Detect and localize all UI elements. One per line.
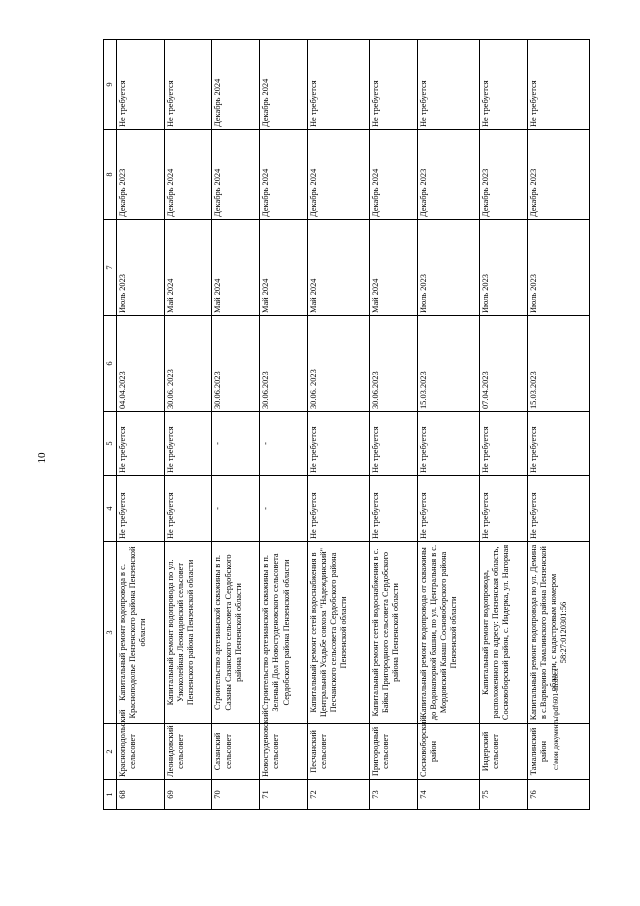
col-header-2: 2	[104, 724, 117, 780]
cell-col4: Не требуется	[307, 476, 369, 542]
cell-col9: Не требуется	[480, 40, 528, 130]
cell-date: 04.04.2023	[117, 316, 165, 412]
cell-end: Декабрь 2024	[212, 130, 260, 220]
cell-col5: Не требуется	[117, 412, 165, 476]
row-number: 68	[117, 780, 165, 810]
row-number: 73	[370, 780, 418, 810]
municipality: Сосновоборский район	[417, 724, 479, 780]
cell-col4: -	[212, 476, 260, 542]
work-description: Капитальный ремонт сетей водоснабжения в Центральной Усадьбе совхоза "Надеждинский" Песчанского сельсовета Сердобского района Пензенской области	[307, 542, 369, 724]
cell-date: 15.03.2023	[527, 316, 589, 412]
row-number: 76	[527, 780, 589, 810]
work-description: Капитальный ремонт водопровода по ул. Узкоколейная Леонидовский сельсовет Пензенского района Пензенской области	[164, 542, 212, 724]
cell-col5: -	[212, 412, 260, 476]
cell-col4: Не требуется	[117, 476, 165, 542]
cell-start: Май 2024	[164, 220, 212, 316]
col-header-4: 4	[104, 476, 117, 542]
work-description: Капитальный ремонт водопровода по ул. Демина в с.Варварино Тамалинского района Пензенской области, с кадастровым номером 58:27:0120301:56	[527, 542, 589, 724]
cell-end: Декабрь 2024	[260, 130, 308, 220]
footer-file-path: c:\мои документы\pdf\601-nn.docx	[552, 668, 560, 770]
table-row	[480, 40, 528, 810]
cell-date: 30.06. 2023	[164, 316, 212, 412]
works-table	[103, 39, 590, 810]
page-number: 10	[36, 452, 48, 464]
work-description: Строительство артезианской скважины в п. Сазаны Сазанского сельсовета Сердобского района Пензенской области	[212, 542, 260, 724]
municipality: Красноподольский сельсовет	[117, 724, 165, 780]
municipality: Песчанский сельсовет	[307, 724, 369, 780]
cell-col9: Не требуется	[117, 40, 165, 130]
work-description: Капитальный ремонт водопровода, расположенного по адресу: Пензенская область, Сосновоборский район, с. Индерка, ул. Нагорная	[480, 542, 528, 724]
table-row	[212, 40, 260, 810]
cell-end: Декабрь 2023	[417, 130, 479, 220]
col-header-1: 1	[104, 780, 117, 810]
cell-col5: -	[260, 412, 308, 476]
cell-col9: Не требуется	[164, 40, 212, 130]
table-row	[117, 40, 165, 810]
cell-start: Июль 2023	[480, 220, 528, 316]
cell-col5: Не требуется	[417, 412, 479, 476]
row-number: 74	[417, 780, 479, 810]
col-header-7: 7	[104, 220, 117, 316]
cell-col9: Не требуется	[527, 40, 589, 130]
col-header-6: 6	[104, 316, 117, 412]
cell-col4: Не требуется	[527, 476, 589, 542]
row-number: 71	[260, 780, 308, 810]
cell-col5: Не требуется	[307, 412, 369, 476]
table-row	[307, 40, 369, 810]
cell-end: Декабрь 2024	[164, 130, 212, 220]
municipality: Тамалинский район	[527, 724, 589, 780]
cell-col4: Не требуется	[417, 476, 479, 542]
cell-start: Май 2024	[370, 220, 418, 316]
table-row	[417, 40, 479, 810]
cell-date: 15.03.2023	[417, 316, 479, 412]
cell-col9: Декабрь 2024	[212, 40, 260, 130]
table-row	[260, 40, 308, 810]
cell-end: Декабрь 2024	[307, 130, 369, 220]
cell-date: 07.04.2023	[480, 316, 528, 412]
rotated-table-container	[103, 40, 590, 810]
row-number: 69	[164, 780, 212, 810]
cell-col9: Не требуется	[307, 40, 369, 130]
table-row	[370, 40, 418, 810]
cell-end: Декабрь 2024	[370, 130, 418, 220]
cell-end: Декабрь 2023	[527, 130, 589, 220]
municipality: Леонидовский сельсовет	[164, 724, 212, 780]
work-description: Капитальный ремонт водопровода в с. Красноподолье Пензенского района Пензенской области	[117, 542, 165, 724]
cell-end: Декабрь 2023	[117, 130, 165, 220]
cell-date: 30.06.2023	[260, 316, 308, 412]
cell-col9: Не требуется	[370, 40, 418, 130]
municipality: Пригородный сельсовет	[370, 724, 418, 780]
cell-date: 30.06.2023	[370, 316, 418, 412]
cell-col4: Не требуется	[480, 476, 528, 542]
cell-col5: Не требуется	[370, 412, 418, 476]
work-description: Капитальный ремонт сетей водоснабжения в с. Байка Пригородного сельсовета Сердобского района Пензенской области	[370, 542, 418, 724]
municipality: Индерский сельсовет	[480, 724, 528, 780]
municipality: Новостуденовский сельсовет	[260, 724, 308, 780]
col-header-8: 8	[104, 130, 117, 220]
cell-end: Декабрь 2023	[480, 130, 528, 220]
cell-date: 30.06. 2023	[307, 316, 369, 412]
row-number: 70	[212, 780, 260, 810]
cell-col9: Декабрь 2024	[260, 40, 308, 130]
cell-start: Май 2024	[212, 220, 260, 316]
municipality: Сазанский сельсовет	[212, 724, 260, 780]
work-description: Строительство артезианской скважины в п. Зеленый Дол Новостуденовского сельсовета Сердобского района Пензенской области	[260, 542, 308, 724]
row-number: 75	[480, 780, 528, 810]
row-number: 72	[307, 780, 369, 810]
cell-col4: Не требуется	[370, 476, 418, 542]
cell-col4: -	[260, 476, 308, 542]
cell-col9: Не требуется	[417, 40, 479, 130]
cell-col5: Не требуется	[480, 412, 528, 476]
cell-start: Июль 2023	[117, 220, 165, 316]
column-number-row	[104, 40, 117, 810]
col-header-3: 3	[104, 542, 117, 724]
cell-start: Июль 2023	[527, 220, 589, 316]
table-row	[164, 40, 212, 810]
cell-start: Июль 2023	[417, 220, 479, 316]
col-header-9: 9	[104, 40, 117, 130]
cell-start: Май 2024	[260, 220, 308, 316]
cell-col4: Не требуется	[164, 476, 212, 542]
work-description: Капитальный ремонт водопровода от скважины до Водонапорной башни, по ул. Центральная в с. Мордовский Канаш Сосновоборского района Пензенской области	[417, 542, 479, 724]
col-header-5: 5	[104, 412, 117, 476]
cell-col5: Не требуется	[164, 412, 212, 476]
cell-start: Май 2024	[307, 220, 369, 316]
cell-date: 30.06.2023	[212, 316, 260, 412]
cell-col5: Не требуется	[527, 412, 589, 476]
